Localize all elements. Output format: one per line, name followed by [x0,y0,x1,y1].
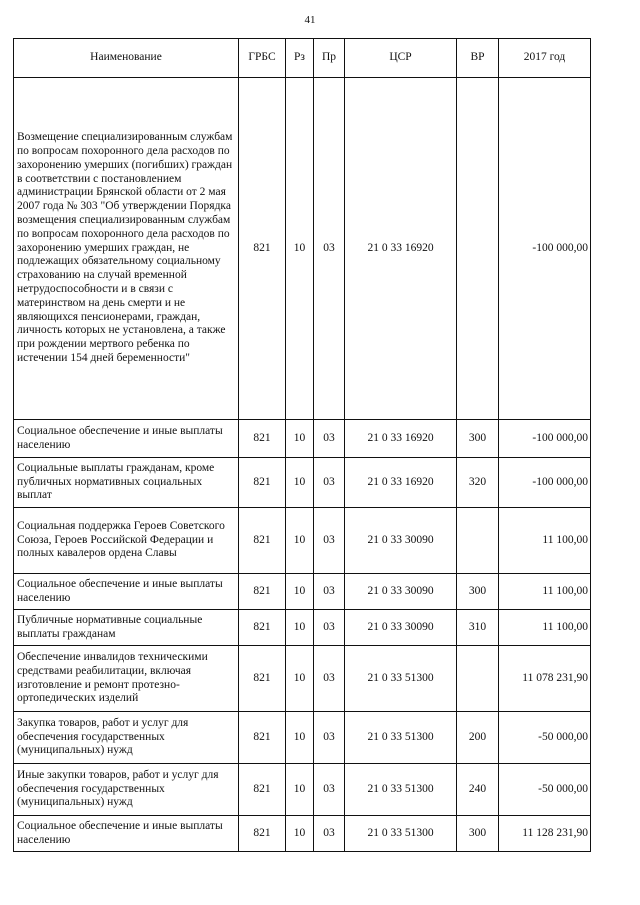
row-grbs: 821 [239,764,286,816]
row-csr: 21 0 33 16920 [345,78,457,420]
row-pr: 03 [314,574,345,610]
table-row [14,610,591,646]
row-grbs: 821 [239,458,286,508]
header-pr: Пр [314,39,345,78]
row-pr: 03 [314,764,345,816]
row-rz: 10 [286,610,314,646]
row-amount: 11 100,00 [499,574,591,610]
row-csr: 21 0 33 16920 [345,420,457,458]
row-amount: -100 000,00 [499,458,591,508]
row-csr: 21 0 33 30090 [345,574,457,610]
row-name: Социальные выплаты гражданам, кроме публичных нормативных социальных выплат [14,458,239,508]
header-vr: ВР [457,39,499,78]
row-csr: 21 0 33 30090 [345,610,457,646]
table-row [14,764,591,816]
row-rz: 10 [286,78,314,420]
row-pr: 03 [314,712,345,764]
row-amount: 11 100,00 [499,610,591,646]
row-grbs: 821 [239,508,286,574]
header-grbs: ГРБС [239,39,286,78]
row-name: Закупка товаров, работ и услуг для обеспечения государственных (муниципальных) нужд [14,712,239,764]
row-name: Обеспечение инвалидов техническими средствами реабилитации, включая изготовление и ремонт протезно-ортопедических изделий [14,646,239,712]
row-vr: 310 [457,610,499,646]
row-csr: 21 0 33 16920 [345,458,457,508]
row-rz: 10 [286,508,314,574]
row-rz: 10 [286,646,314,712]
header-row [14,39,591,78]
table-row [14,646,591,712]
table-row [14,420,591,458]
row-grbs: 821 [239,420,286,458]
row-csr: 21 0 33 51300 [345,764,457,816]
row-vr: 320 [457,458,499,508]
row-amount: 11 100,00 [499,508,591,574]
table-row [14,508,591,574]
row-vr: 200 [457,712,499,764]
row-csr: 21 0 33 51300 [345,712,457,764]
row-pr: 03 [314,420,345,458]
row-pr: 03 [314,78,345,420]
page-number: 41 [304,14,316,26]
row-amount: 11 128 231,90 [499,816,591,852]
row-name: Публичные нормативные социальные выплаты гражданам [14,610,239,646]
header-rz: Рз [286,39,314,78]
row-pr: 03 [314,508,345,574]
row-rz: 10 [286,420,314,458]
row-grbs: 821 [239,712,286,764]
row-grbs: 821 [239,78,286,420]
row-vr [457,78,499,420]
row-pr: 03 [314,458,345,508]
row-grbs: 821 [239,574,286,610]
row-vr [457,646,499,712]
row-amount: -50 000,00 [499,764,591,816]
row-rz: 10 [286,574,314,610]
row-amount: -100 000,00 [499,78,591,420]
table-row [14,816,591,852]
table-row [14,574,591,610]
table-row [14,458,591,508]
row-vr [457,508,499,574]
row-csr: 21 0 33 30090 [345,508,457,574]
row-vr: 300 [457,420,499,458]
row-rz: 10 [286,712,314,764]
header-name: Наименование [14,39,239,78]
row-amount: -100 000,00 [499,420,591,458]
row-csr: 21 0 33 51300 [345,646,457,712]
row-name: Возмещение специализированным службам по вопросам похоронного дела расходов по захоронению умерших (погибших) граждан в соответствии с постановлением администрации Брянской области от 2 мая 2007 года № 303 "Об утверждении Порядка возмещения специализированным службам по вопросам похоронного дела расходов по захоронению умерших граждан, не подлежащих обязательному социальному страхованию на случай временной нетрудоспособности и в связи с материнством на день смерти и не являющихся пенсионерами, граждан, личность которых не установлена, а также при рождении мертвого ребенка по истечении 154 дней беременности" [14,78,239,420]
row-rz: 10 [286,764,314,816]
row-vr: 300 [457,816,499,852]
header-year: 2017 год [499,39,591,78]
row-name: Иные закупки товаров, работ и услуг для обеспечения государственных (муниципальных) нужд [14,764,239,816]
header-csr: ЦСР [345,39,457,78]
row-grbs: 821 [239,816,286,852]
row-amount: -50 000,00 [499,712,591,764]
row-vr: 300 [457,574,499,610]
row-name: Социальное обеспечение и иные выплаты населению [14,816,239,852]
row-pr: 03 [314,646,345,712]
row-name: Социальное обеспечение и иные выплаты населению [14,420,239,458]
row-name: Социальная поддержка Героев Советского Союза, Героев Российской Федерации и полных кавалеров ордена Славы [14,508,239,574]
row-amount: 11 078 231,90 [499,646,591,712]
row-vr: 240 [457,764,499,816]
budget-table [13,38,591,852]
row-grbs: 821 [239,610,286,646]
row-pr: 03 [314,816,345,852]
row-name: Социальное обеспечение и иные выплаты населению [14,574,239,610]
row-grbs: 821 [239,646,286,712]
row-pr: 03 [314,610,345,646]
table-row [14,712,591,764]
row-rz: 10 [286,458,314,508]
row-rz: 10 [286,816,314,852]
row-csr: 21 0 33 51300 [345,816,457,852]
table-row [14,78,591,420]
